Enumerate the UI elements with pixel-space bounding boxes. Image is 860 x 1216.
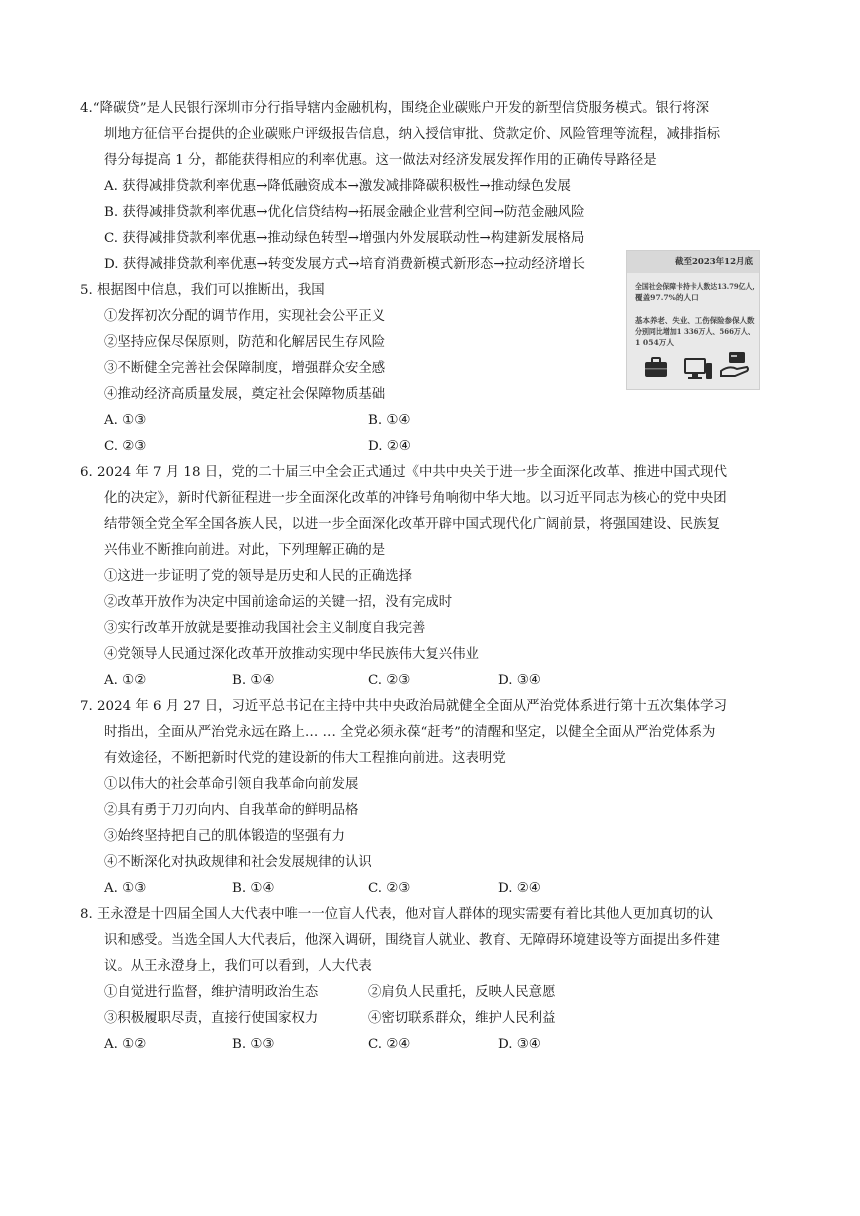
q7-statement-4: ④不断深化对执政规律和社会发展规律的认识: [104, 855, 372, 870]
q6-stem-line1: 6. 2024 年 7 月 18 日，党的二十届三中全会正式通过《中共中央关于进一步全面深化改革、推进中国式现代: [80, 465, 727, 480]
infographic-text-1b: 覆盖97.7%的人口: [635, 293, 699, 302]
q5-option-b: B. ①④: [368, 413, 411, 428]
q4-option-d: D. 获得减排贷款利率优惠→转变发展方式→培育消费新模式新形态→拉动经济增长: [104, 257, 585, 272]
q7-option-d: D. ②④: [498, 881, 541, 896]
q5-statement-2: ②坚持应保尽保原则，防范和化解居民生存风险: [104, 335, 386, 350]
infographic-text-1a: 全国社会保障卡持卡人数达13.79亿人,: [635, 282, 755, 291]
q6-statement-2: ②改革开放作为决定中国前途命运的关键一招，没有完成时: [104, 595, 453, 610]
q4-stem-line1: 4.“降碳贷”是人民银行深圳市分行指导辖内金融机构，围绕企业碳账户开发的新型信贷服务模式。银行将深: [80, 101, 710, 116]
q6-statement-3: ③实行改革开放就是要推动我国社会主义制度自我完善: [104, 621, 426, 636]
q6-stem-line4: 兴伟业不断推向前进。对此，下列理解正确的是: [104, 543, 386, 558]
q8-option-a: A. ①②: [104, 1037, 147, 1052]
infographic-text-2b: 分别同比增加1 336万人、566万人、: [635, 327, 755, 336]
q5-statement-1: ①发挥初次分配的调节作用，实现社会公平正义: [104, 309, 386, 324]
q4-stem-line2: 圳地方征信平台提供的企业碳账户评级报告信息，纳入授信审批、贷款定价、风险管理等流程，减排指标: [104, 127, 720, 142]
q7-option-a: A. ①③: [104, 881, 147, 896]
q8-option-c: C. ②④: [368, 1037, 411, 1052]
infographic-text-2a: 基本养老、失业、工伤保险参保人数: [635, 316, 755, 325]
q8-statement-3: ③积极履职尽责，直接行使国家权力: [104, 1011, 319, 1026]
briefcase-icon: [643, 355, 669, 379]
q5-statement-4: ④推动经济高质量发展，奠定社会保障物质基础: [104, 387, 386, 402]
infographic-header: 截至2023年12月底: [627, 251, 759, 273]
q4-option-b: B. 获得减排贷款利率优惠→优化信贷结构→拓展金融企业营利空间→防范金融风险: [104, 205, 585, 220]
q7-statement-1: ①以伟大的社会革命引领自我革命向前发展: [104, 777, 359, 792]
q7-stem-line3: 有效途径，不断把新时代党的建设新的伟大工程推向前进。这表明党: [104, 751, 506, 766]
q6-option-a: A. ①②: [104, 673, 147, 688]
q7-stem-line2: 时指出，全面从严治党永远在路上… … 全党必须永葆“赶考”的清醒和坚定，以健全全面从严治党体系为: [104, 725, 716, 740]
q4-option-c: C. 获得减排贷款利率优惠→推动绿色转型→增强内外发展联动性→构建新发展格局: [104, 231, 585, 246]
q8-statement-1: ①自觉进行监督，维护清明政治生态: [104, 985, 319, 1000]
q5-statement-3: ③不断健全完善社会保障制度，增强群众安全感: [104, 361, 386, 376]
q6-stem-line2: 化的决定》，新时代新征程进一步全面深化改革的冲锋号角响彻中华大地。以习近平同志为核心的党中央团: [104, 491, 727, 506]
q7-option-b: B. ①④: [232, 881, 275, 896]
card-in-hand-icon: [719, 349, 751, 381]
q8-option-b: B. ①③: [232, 1037, 275, 1052]
q8-statement-4: ④密切联系群众，维护人民利益: [368, 1011, 556, 1026]
q7-statement-3: ③始终坚持把自己的肌体锻造的坚强有力: [104, 829, 346, 844]
q6-statement-4: ④党领导人民通过深化改革开放推动实现中华民族伟大复兴伟业: [104, 647, 479, 662]
q5-option-d: D. ②④: [368, 439, 411, 454]
q8-statement-2: ②肩负人民重托，反映人民意愿: [368, 985, 556, 1000]
q8-stem-line1: 8. 王永澄是十四届全国人大代表中唯一一位盲人代表，他对盲人群体的现实需要有着比其他人更加真切的认: [80, 907, 713, 922]
q6-option-b: B. ①④: [232, 673, 275, 688]
q8-option-d: D. ③④: [498, 1037, 541, 1052]
q5-option-c: C. ②③: [104, 439, 147, 454]
q4-option-a: A. 获得减排贷款利率优惠→降低融资成本→激发减排降碳积极性→推动绿色发展: [104, 179, 571, 194]
social-security-infographic: [626, 250, 760, 390]
q4-stem-line3: 得分每提高 1 分，都能获得相应的利率优惠。这一做法对经济发展发挥作用的正确传导路径是: [104, 153, 657, 168]
q5-stem: 5. 根据图中信息，我们可以推断出，我国: [80, 283, 325, 298]
q6-stem-line3: 结带领全党全军全国各族人民，以进一步全面深化改革开辟中国式现代化广阔前景，将强国建设、民族复: [104, 517, 720, 532]
q6-option-c: C. ②③: [368, 673, 411, 688]
q7-stem-line1: 7. 2024 年 6 月 27 日，习近平总书记在主持中共中央政治局就健全全面从严治党体系进行第十五次集体学习: [80, 699, 727, 714]
q7-option-c: C. ②③: [368, 881, 411, 896]
q7-statement-2: ②具有勇于刀刃向内、自我革命的鲜明品格: [104, 803, 359, 818]
q6-statement-1: ①这进一步证明了党的领导是历史和人民的正确选择: [104, 569, 412, 584]
q8-stem-line2: 识和感受。当选全国人大代表后，他深入调研，围绕盲人就业、教育、无障碍环境建设等方面提出多件建: [104, 933, 720, 948]
q8-stem-line3: 议。从王永澄身上，我们可以看到，人大代表: [104, 959, 372, 974]
computer-icon: [683, 357, 713, 383]
q6-option-d: D. ③④: [498, 673, 541, 688]
infographic-text-2c: 1 054万人: [635, 338, 674, 347]
q5-option-a: A. ①③: [104, 413, 147, 428]
